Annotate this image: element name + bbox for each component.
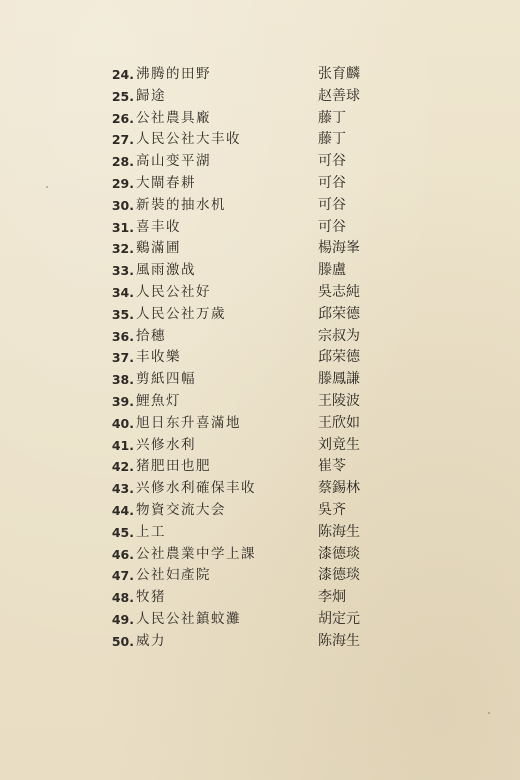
- entry-author: 陈海生: [318, 523, 360, 540]
- entry-title: 沸腾的田野: [136, 66, 211, 82]
- entry-number: 27.: [111, 132, 134, 148]
- list-item: [0, 369, 520, 390]
- entry-number: 39.: [111, 394, 134, 409]
- entry-author: 漆德琰: [318, 545, 360, 562]
- entry-title: 人民公社好: [136, 284, 211, 300]
- list-item: [0, 435, 520, 456]
- entry-number: 40.: [111, 415, 134, 431]
- entry-author: 藤丁: [318, 131, 346, 148]
- entry-number: 42.: [111, 459, 134, 475]
- list-item: [0, 587, 520, 608]
- list-item: [0, 565, 520, 586]
- entry-author: 藤丁: [318, 109, 346, 126]
- entry-author: 邱荣德: [318, 305, 360, 322]
- entry-title: 威力: [136, 632, 166, 649]
- list-item: [0, 609, 520, 630]
- entry-title: 人民公社万歲: [136, 305, 226, 322]
- list-item: [0, 544, 520, 565]
- list-item: [0, 238, 520, 259]
- entry-number: 29.: [111, 176, 134, 191]
- list-item: [0, 195, 520, 216]
- entry-title: 鯉魚灯: [136, 393, 181, 409]
- entry-title: 上工: [136, 523, 166, 540]
- entry-number: 50.: [111, 633, 134, 649]
- list-item: [0, 500, 520, 521]
- entry-author: 刘竟生: [318, 436, 360, 453]
- list-item: [0, 64, 520, 85]
- entry-title: 公社妇產院: [136, 567, 211, 584]
- entry-author: 李炯: [318, 589, 346, 606]
- entry-title: 大閘春耕: [136, 175, 196, 191]
- entry-number: 31.: [111, 219, 134, 235]
- list-item: [0, 260, 520, 281]
- entry-title: 牧猪: [136, 589, 166, 606]
- entry-author: 滕鳳謙: [318, 371, 360, 388]
- entry-title: 公社農業中学上課: [136, 545, 256, 562]
- entry-number: 49.: [111, 612, 134, 627]
- entry-title: 兴修水利確保丰收: [136, 480, 256, 497]
- entry-author: 吳志純: [318, 284, 360, 300]
- list-item: [0, 304, 520, 325]
- entry-author: 滕盧: [318, 262, 346, 279]
- list-item: [0, 413, 520, 434]
- list-item: [0, 282, 520, 303]
- entry-number: 26.: [111, 110, 134, 126]
- entry-number: 30.: [111, 197, 134, 213]
- entry-author: 陈海生: [318, 632, 360, 649]
- entry-title: 歸途: [136, 87, 166, 104]
- entry-title: 喜丰收: [136, 218, 181, 235]
- entry-number: 28.: [111, 154, 134, 170]
- entry-title: 剪紙四幅: [136, 371, 196, 388]
- entry-title: 新裝的抽水机: [136, 196, 226, 213]
- list-item: [0, 456, 520, 477]
- entry-author: 漆德琰: [318, 567, 360, 584]
- entry-number: 38.: [111, 372, 134, 388]
- entry-number: 43.: [111, 481, 134, 497]
- entry-title: 猪肥田也肥: [136, 458, 211, 475]
- entry-number: 48.: [111, 590, 134, 606]
- list-item: [0, 522, 520, 543]
- entry-number: 32.: [111, 241, 134, 257]
- entry-number: 44.: [111, 503, 134, 518]
- entry-author: 赵善球: [318, 87, 360, 104]
- entry-title: 高山变平湖: [136, 153, 211, 170]
- entry-title: 旭日东升喜滿地: [136, 414, 241, 431]
- entry-title: 兴修水利: [136, 436, 196, 453]
- entry-author: 邱荣德: [318, 349, 360, 366]
- entry-author: 可谷: [318, 218, 346, 235]
- entry-author: 王陵波: [318, 393, 360, 409]
- entry-title: 公社農具廠: [136, 109, 211, 126]
- list-item: [0, 347, 520, 368]
- entry-author: 蔡錫林: [318, 480, 360, 497]
- entry-number: 33.: [111, 263, 134, 279]
- paper-speck: [488, 712, 490, 714]
- entry-author: 可谷: [318, 196, 346, 213]
- entry-title: 丰收樂: [136, 349, 181, 366]
- list-item: [0, 151, 520, 172]
- list-item: [0, 391, 520, 412]
- entry-number: 37.: [111, 350, 134, 366]
- entry-number: 47.: [111, 568, 134, 584]
- entry-author: 可谷: [318, 175, 346, 191]
- list-item: [0, 478, 520, 499]
- entry-number: 35.: [111, 306, 134, 322]
- entry-number: 46.: [111, 546, 134, 562]
- entry-number: 24.: [111, 67, 134, 82]
- entry-author: 王欣如: [318, 414, 360, 431]
- paper-speck: [46, 186, 48, 188]
- entry-number: 34.: [111, 285, 134, 300]
- entry-number: 41.: [111, 437, 134, 453]
- entry-author: 楊海峯: [318, 240, 360, 257]
- list-item: [0, 129, 520, 150]
- entry-author: 可谷: [318, 153, 346, 170]
- entry-number: 45.: [111, 524, 134, 540]
- entry-title: 拾穗: [136, 327, 166, 344]
- entry-number: 36.: [111, 328, 134, 344]
- entry-author: 张育麟: [318, 66, 360, 82]
- entry-author: 崔苓: [318, 458, 346, 475]
- entry-title: 物資交流大会: [136, 502, 226, 518]
- entry-author: 吳齐: [318, 502, 346, 518]
- entry-author: 宗叔为: [318, 327, 360, 344]
- list-item: [0, 173, 520, 194]
- entry-title: 人民公社鎮蚊灘: [136, 611, 241, 627]
- list-item: [0, 108, 520, 129]
- list-item: [0, 86, 520, 107]
- entry-title: 鷄滿圃: [136, 240, 181, 257]
- entry-author: 胡定元: [318, 611, 360, 627]
- entry-title: 人民公社大丰收: [136, 131, 241, 148]
- entry-number: 25.: [111, 88, 134, 104]
- entry-title: 風雨激战: [136, 262, 196, 279]
- list-item: [0, 217, 520, 238]
- list-item: [0, 631, 520, 652]
- list-item: [0, 326, 520, 347]
